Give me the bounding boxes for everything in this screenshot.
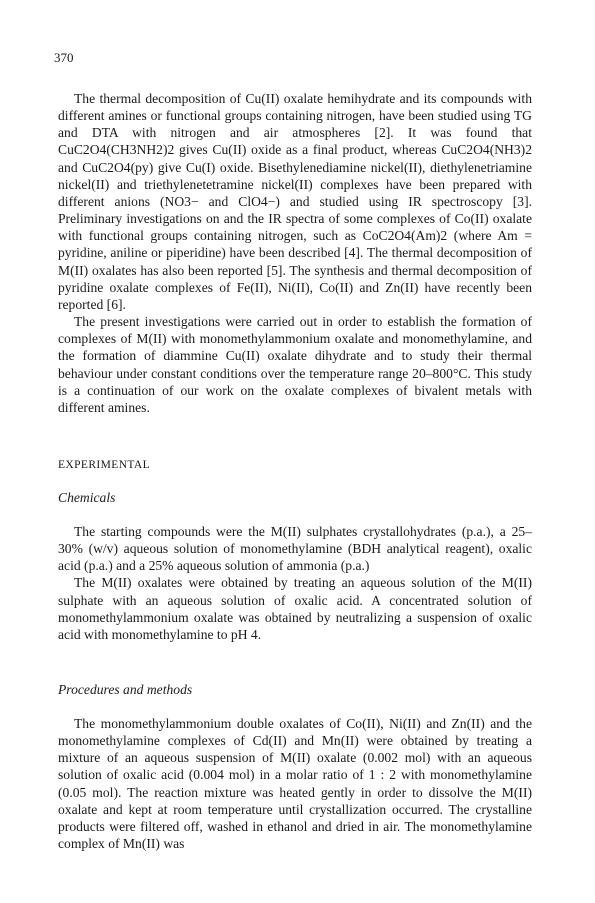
chemicals-section <box>58 523 532 643</box>
procedures-paragraph-1: The monomethylammonium double oxalates of Co(II), Ni(II) and Zn(II) and the monomethylamine complexes of Cd(II) and Mn(II) were obtained by treating a mixture of an aqueous suspension of M(II) oxalate (0.002 mol) with an aqueous solution of oxalic acid (0.004 mol) in a molar ratio of 1 : 2 with monomethylamine (0.05 mol). The reaction mixture was heated gently in order to dissolve the M(II) oxalate and kept at room temperature until crystallization occurred. The crystalline products were filtered off, washed in ethanol and dried in air. The monomethylamine complex of Mn(II) was <box>58 716 532 852</box>
chemicals-heading: Chemicals <box>58 490 116 505</box>
procedures-heading: Procedures and methods <box>58 682 193 697</box>
intro-paragraph-2: The present investigations were carried out in order to establish the formation of complexes of M(II) with monomethylammonium oxalate and monomethylamine, and the formation of diammine Cu(II) oxalate dihydrate and to study their thermal behaviour under constant conditions over the temperature range 20–800°C. This study is a continuation of our work on the oxalate complexes of bivalent metals with different amines. <box>58 314 532 415</box>
procedures-section <box>58 715 532 852</box>
chemicals-paragraph-1: The starting compounds were the M(II) sulphates crystallohydrates (p.a.), a 25–30% (w/v) aqueous solution of monomethylamine (BDH analytical reagent), oxalic acid (p.a.) and a 25% aqueous solution of ammonia (p.a.) <box>58 524 532 574</box>
page-number: 370 <box>54 50 74 65</box>
introduction-section <box>58 90 532 416</box>
chemicals-paragraph-2: The M(II) oxalates were obtained by treating an aqueous solution of the M(II) sulphate with an aqueous solution of oxalic acid. A concentrated solution of monomethylammonium oxalate was obtained by neutralizing a suspension of oxalic acid with monomethylamine to pH 4. <box>58 575 532 642</box>
experimental-heading: EXPERIMENTAL <box>58 459 151 471</box>
intro-paragraph-1: The thermal decomposition of Cu(II) oxalate hemihydrate and its compounds with different amines or functional groups containing nitrogen, have been studied using TG and DTA with nitrogen and air atmospheres [2]. It was found that CuC2O4(CH3NH2)2 gives Cu(II) oxide as a final product, whereas CuC2O4(NH3)2 and CuC2O4(py) give Cu(I) oxide. Bisethylenediamine nickel(II), diethylenetriamine nickel(II) and triethylenetetramine nickel(II) complexes have been prepared with different anions (NO3− and ClO4−) and studied using IR spectroscopy [3]. Preliminary investigations on and the IR spectra of some complexes of Co(II) oxalate with functional groups containing nitrogen, such as CoC2O4(Am)2 (where Am = pyridine, aniline or piperidine) have been described [4]. The thermal decomposition of M(II) oxalates has also been reported [5]. The synthesis and thermal decomposition of pyridine oxalate complexes of Fe(II), Ni(II), Co(II) and Zn(II) have recently been reported [6]. <box>58 91 532 312</box>
